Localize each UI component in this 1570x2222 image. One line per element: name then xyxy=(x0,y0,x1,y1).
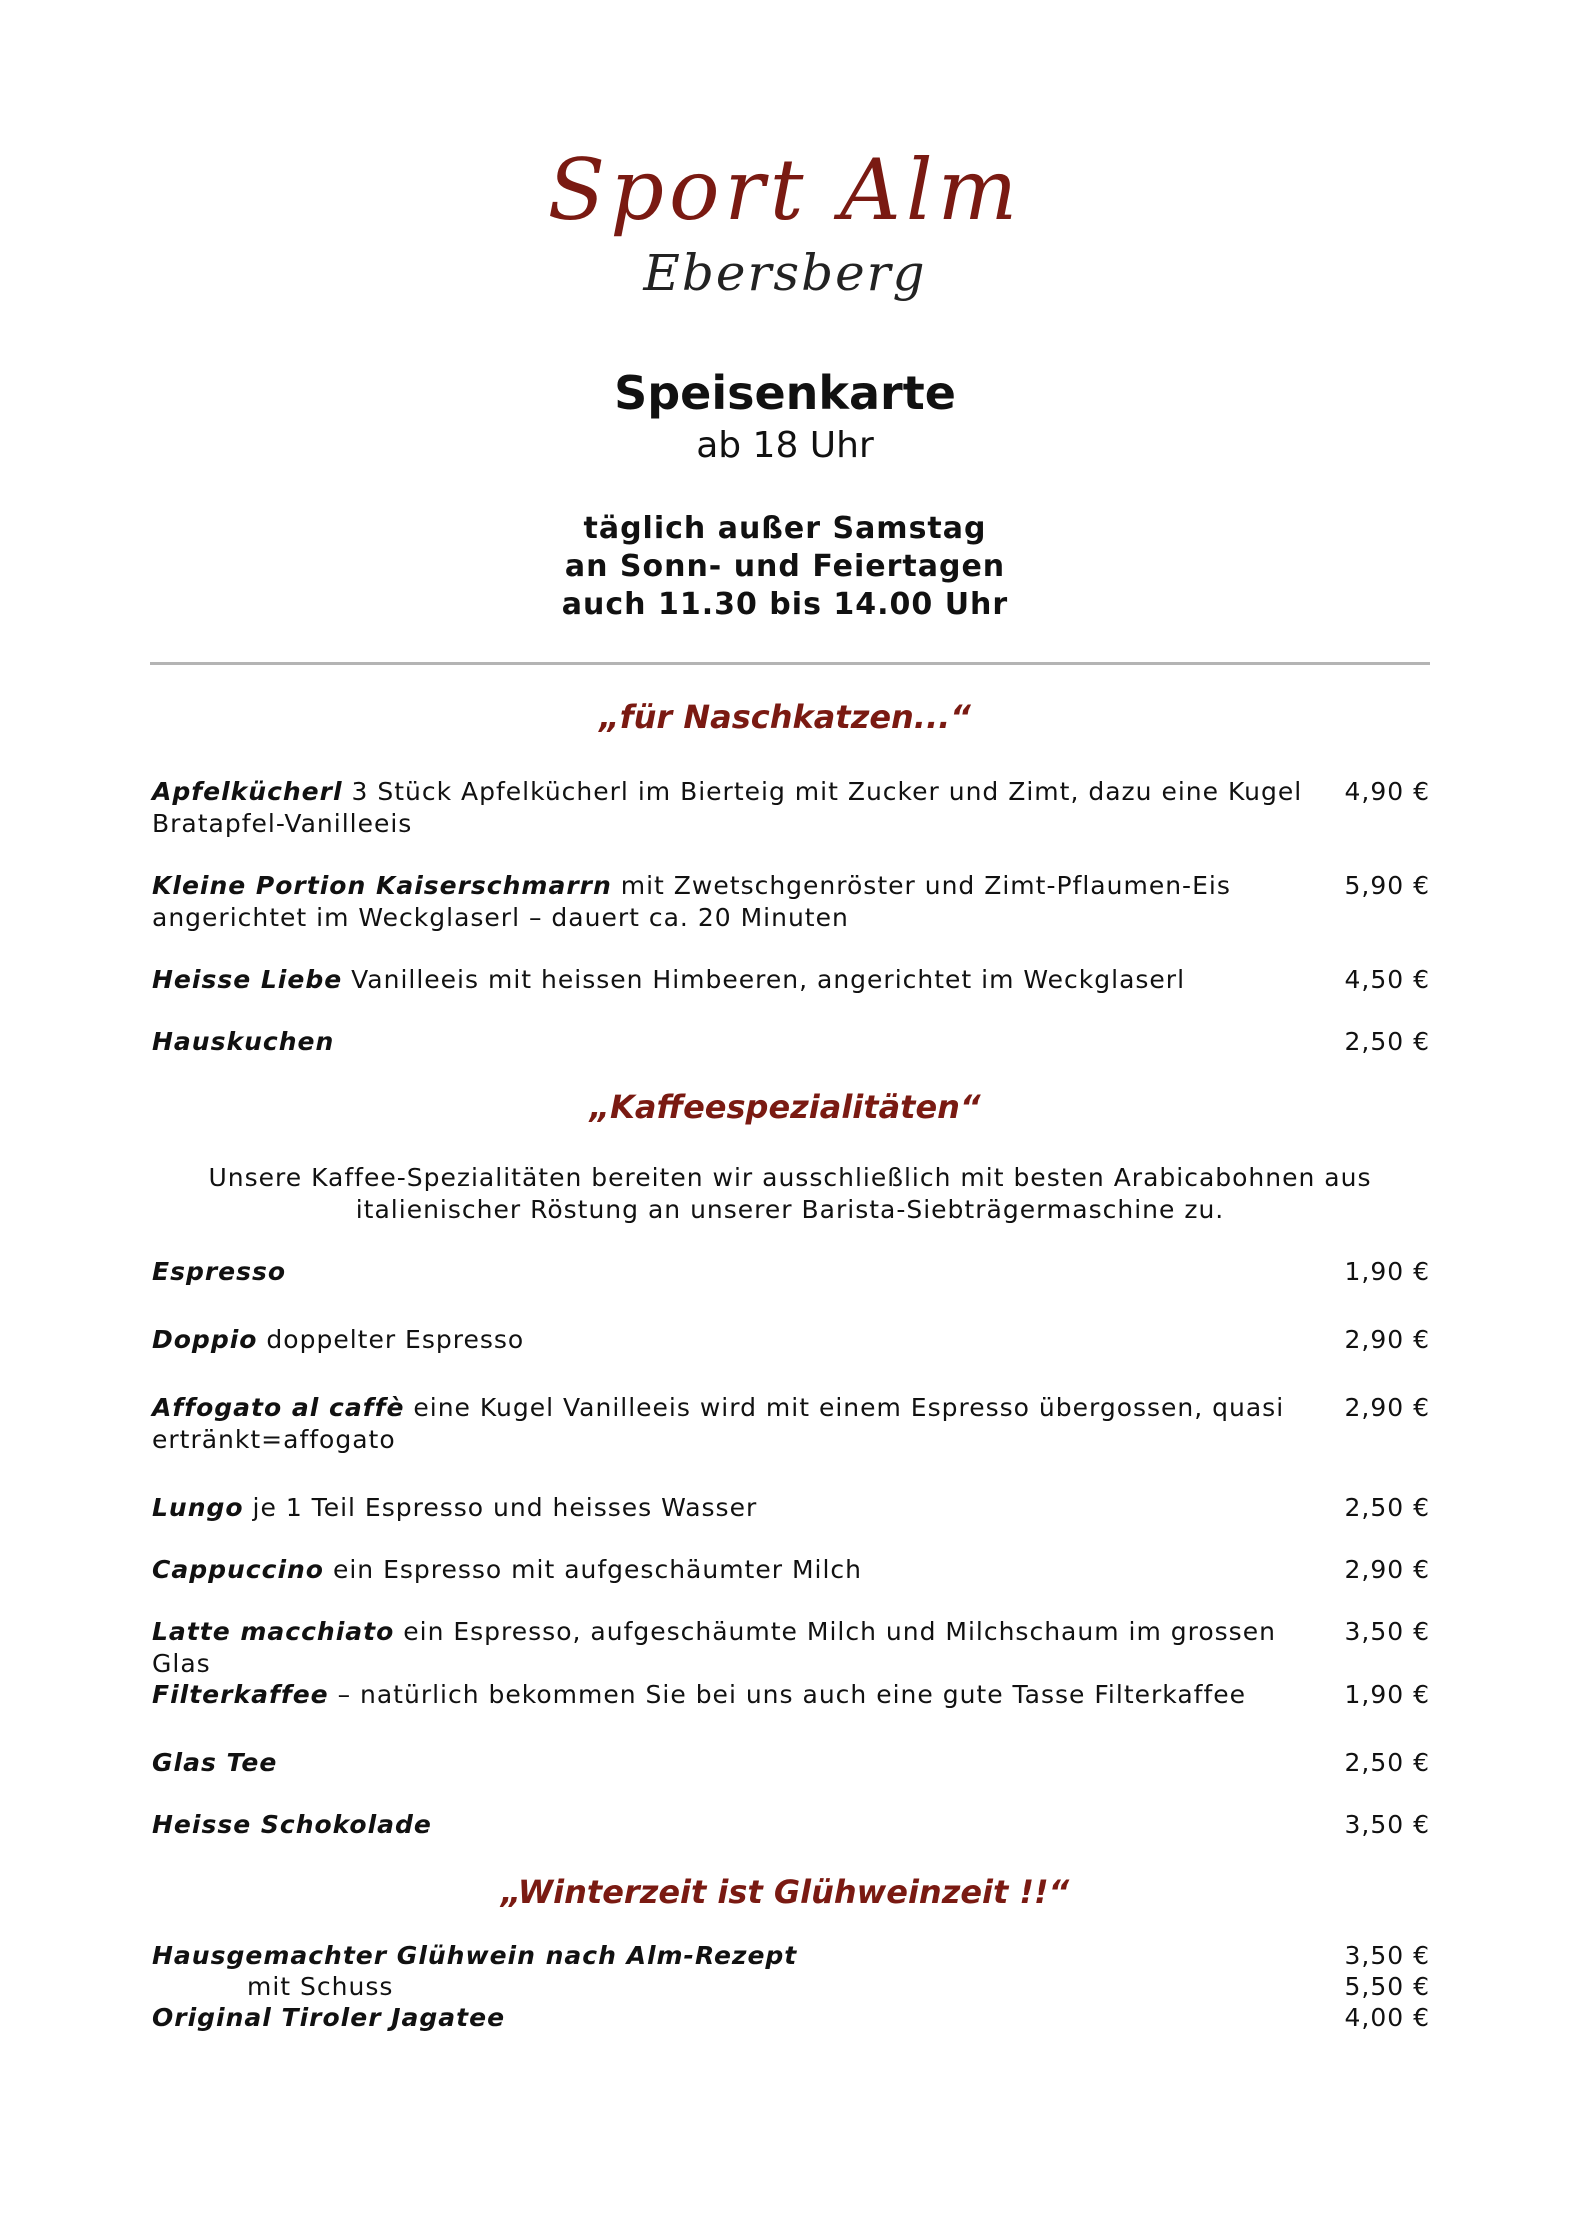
item-description: mit Zwetschgenröster und Zimt-Pflaumen-Eis angerichtet im Weckglaserl – dauert ca. 20 Minuten xyxy=(152,871,1231,932)
item-name: Filterkaffee xyxy=(152,1680,329,1709)
item-price: 4,90 € xyxy=(1344,777,1430,806)
item-price: 2,50 € xyxy=(1344,1493,1430,1522)
section-note-line: Unsere Kaffee-Spezialitäten bereiten wir ausschließlich mit besten Arabicabohnen aus xyxy=(208,1163,1372,1192)
section-title-kaffee: „Kaffeespezialitäten“ xyxy=(589,1088,981,1126)
item-price: 5,90 € xyxy=(1344,871,1430,900)
opening-hours xyxy=(0,510,1570,624)
item-description: eine Kugel Vanilleeis wird mit einem Espresso übergossen, quasi ertränkt=affogato xyxy=(152,1393,1285,1454)
item-price: 2,50 € xyxy=(1344,1748,1430,1777)
brand-name: Sport Alm xyxy=(547,141,1023,239)
item-price: 3,50 € xyxy=(1344,1941,1430,1970)
opening-hours-line: täglich außer Samstag xyxy=(583,511,987,546)
item-name: Glas Tee xyxy=(152,1748,278,1777)
section-note-line: italienischer Röstung an unserer Barista-Siebträgermaschine zu. xyxy=(355,1195,1225,1224)
item-price: 3,50 € xyxy=(1344,1617,1430,1646)
section-title-naschkatzen: „für Naschkatzen...“ xyxy=(599,698,971,736)
menu-item xyxy=(152,964,1430,996)
item-price: 2,90 € xyxy=(1344,1555,1430,1584)
item-name: Affogato al caffè xyxy=(152,1393,405,1422)
brand-city: Ebersberg xyxy=(643,244,927,302)
menu-item xyxy=(152,1492,1430,1524)
item-name: Original Tiroler Jagatee xyxy=(152,2003,506,2032)
item-price: 2,50 € xyxy=(1344,1027,1430,1056)
item-description: 3 Stück Apfelkücherl im Bierteig mit Zucker und Zimt, dazu eine Kugel Bratapfel-Vanilleeis xyxy=(152,777,1303,838)
item-price: 1,90 € xyxy=(1344,1257,1430,1286)
item-description: Vanilleeis mit heissen Himbeeren, angerichtet im Weckglaserl xyxy=(342,965,1186,994)
menu-title: Speisenkarte xyxy=(614,366,956,420)
item-description: ein Espresso, aufgeschäumte Milch und Milchschaum im grossen Glas xyxy=(152,1617,1276,1678)
menu-item xyxy=(152,1256,1430,1288)
item-price: 4,00 € xyxy=(1344,2003,1430,2032)
opening-hours-line: auch 11.30 bis 14.00 Uhr xyxy=(561,587,1009,622)
section-note xyxy=(150,1162,1430,1226)
item-name: Apfelkücherl xyxy=(152,777,343,806)
menu-item xyxy=(152,1679,1430,1711)
item-description: je 1 Teil Espresso und heisses Wasser xyxy=(243,1493,758,1522)
item-price: 2,90 € xyxy=(1344,1325,1430,1354)
item-name: Hausgemachter Glühwein nach Alm-Rezept xyxy=(152,1941,798,1970)
menu-item xyxy=(152,1809,1430,1841)
item-name: Heisse Schokolade xyxy=(152,1810,432,1839)
menu-item xyxy=(152,1392,1430,1456)
item-name: Lungo xyxy=(152,1493,244,1522)
opening-hours-line: an Sonn- und Feiertagen xyxy=(564,549,1006,584)
menu-item xyxy=(152,1616,1430,1680)
item-description: – natürlich bekommen Sie bei uns auch eine gute Tasse Filterkaffee xyxy=(328,1680,1247,1709)
section-title-gluehwein: „Winterzeit ist Glühweinzeit !!“ xyxy=(500,1873,1070,1911)
menu-item xyxy=(152,1324,1430,1356)
item-name: Espresso xyxy=(152,1257,287,1286)
header-divider xyxy=(150,662,1430,665)
item-name: Cappuccino xyxy=(152,1555,324,1584)
menu-subtitle: ab 18 Uhr xyxy=(696,425,874,466)
item-name: Kleine Portion Kaiserschmarrn xyxy=(152,871,612,900)
item-name: Heisse Liebe xyxy=(152,965,343,994)
item-description: doppelter Espresso xyxy=(257,1325,525,1354)
item-description: ein Espresso mit aufgeschäumter Milch xyxy=(324,1555,863,1584)
item-price: 3,50 € xyxy=(1344,1810,1430,1839)
menu-item xyxy=(152,1971,1430,2003)
menu-item xyxy=(152,1554,1430,1586)
menu-item xyxy=(152,1026,1430,1058)
item-price: 5,50 € xyxy=(1344,1972,1430,2001)
item-price: 4,50 € xyxy=(1344,965,1430,994)
item-price: 2,90 € xyxy=(1344,1393,1430,1422)
menu-item xyxy=(152,2002,1430,2034)
menu-item xyxy=(152,1940,1430,1972)
menu-item xyxy=(152,870,1430,934)
menu-item xyxy=(152,1747,1430,1779)
item-price: 1,90 € xyxy=(1344,1680,1430,1709)
item-name: Latte macchiato xyxy=(152,1617,395,1646)
item-name: Doppio xyxy=(152,1325,258,1354)
item-name: Hauskuchen xyxy=(152,1027,335,1056)
item-description: mit Schuss xyxy=(247,1972,394,2001)
menu-item xyxy=(152,776,1430,840)
